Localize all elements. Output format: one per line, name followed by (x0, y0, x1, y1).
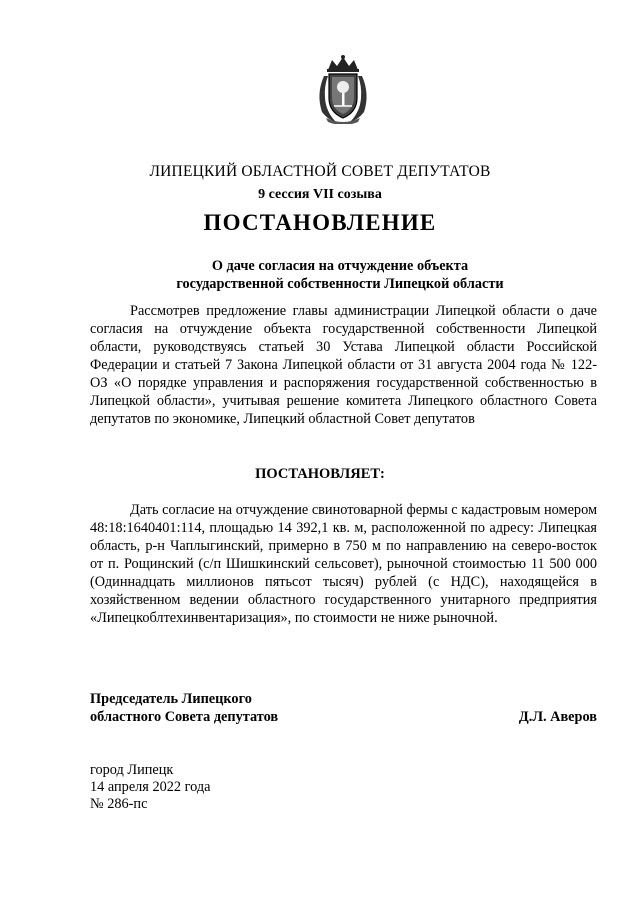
decision-paragraph: Дать согласие на отчуждение свинотоварной фермы с кадастровым номером 48:18:1640401:114, площадью 14 392,1 кв. м, расположенной по адресу: Липецкая область, р-н Чаплыгинский, примерно в 750 м по направлению на северо-восток от п. Рощинский (с/п Шишкинский сельсовет), рыночной стоимостью 11 500 000 (Одиннадцать миллионов пятьсот тысяч) рублей (с НДС), находящейся в хозяйственном ведении областного государственного унитарного предприятия «Липецкоблтехинвентаризация», по стоимости не ниже рыночной. (90, 502, 597, 626)
document-footer (90, 762, 211, 813)
document-type-heading: ПОСТАНОВЛЕНИЕ (203, 210, 437, 235)
title-line-2: государственной собственности Липецкой области (176, 276, 504, 292)
footer-number: № 286-пс (90, 796, 148, 812)
document-title (130, 257, 550, 293)
footer-city: город Липецк (90, 762, 174, 778)
title-line-1: О даче согласия на отчуждение объекта (211, 258, 469, 274)
signatory-position (90, 690, 278, 726)
preamble-paragraph: Рассмотрев предложение главы администрации Липецкой области о даче согласия на отчуждение объекта государственной собственности Липецкой области, руководствуясь статьей 30 Устава Липецкой области Российской Федерации и статьей 7 Закона Липецкой области от 31 августа 2004 года № 122-ОЗ «О порядке управления и распоряжения государственной собственностью в Липецкой области», учитывая решение комитета Липецкого областного Совета депутатов по экономике, Липецкий областной Совет депутатов (90, 303, 597, 427)
coat-of-arms-icon (314, 54, 372, 124)
council-name: ЛИПЕЦКИЙ ОБЛАСТНОЙ СОВЕТ ДЕПУТАТОВ (149, 163, 491, 180)
resolves-heading: ПОСТАНОВЛЯЕТ: (255, 466, 385, 482)
signatory-position-line-2: областного Совета депутатов (90, 709, 279, 725)
session-line: 9 сессия VII созыва (258, 187, 382, 202)
footer-date: 14 апреля 2022 года (90, 779, 211, 795)
signatory-name: Д.Л. Аверов (518, 709, 597, 725)
signatory-position-line-1: Председатель Липецкого (90, 691, 252, 707)
